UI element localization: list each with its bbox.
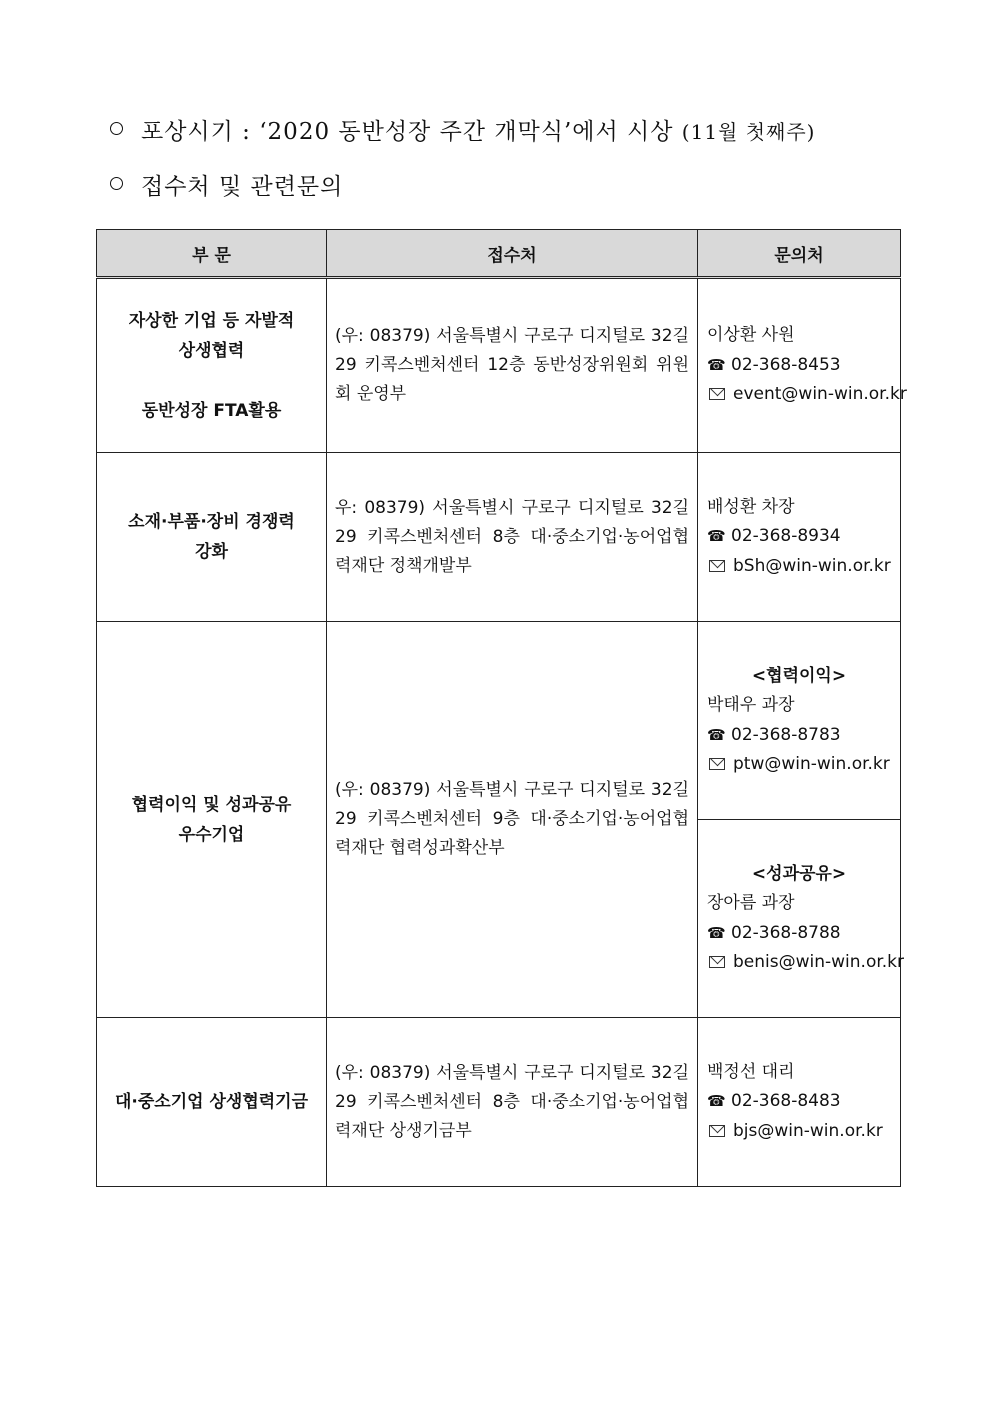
telephone-icon: ☎: [707, 725, 726, 744]
contact-cell: [698, 622, 901, 820]
email-address: bjs@win-win.or.kr: [733, 1120, 883, 1141]
contact-email: [707, 750, 891, 780]
phone-number: 02-368-8788: [731, 922, 841, 943]
contact-email: [707, 380, 907, 410]
telephone-icon: ☎: [707, 1092, 726, 1111]
telephone-icon: ☎: [707, 527, 726, 546]
contact-name: 장아름 과장: [707, 893, 795, 913]
category-spacer: [97, 366, 326, 396]
header-reception: 접수처: [327, 230, 698, 278]
contact-name: 이상환 사원: [707, 325, 795, 346]
telephone-icon: ☎: [707, 355, 726, 374]
award-timing-line: [110, 113, 816, 146]
email-address: event@win-win.or.kr: [733, 384, 907, 405]
award-timing-suffix: (11월 첫째주): [681, 120, 816, 144]
telephone-icon: ☎: [707, 923, 726, 942]
contact-subtitle: <협력이익>: [751, 665, 847, 686]
category-cell: [97, 622, 327, 1018]
category-line: 대·중소기업 상생협력기금: [114, 1092, 309, 1112]
category-cell: [97, 278, 327, 453]
contact-table: [96, 229, 907, 1187]
contact-email: [707, 1117, 891, 1147]
contact-heading-line: [110, 168, 343, 201]
contact-cell: [698, 1018, 901, 1187]
table-row: [97, 622, 901, 820]
contact-name: 백정선 대리: [707, 1061, 795, 1082]
circle-bullet-icon: [110, 177, 123, 190]
contact-name: 배성환 차장: [707, 496, 795, 517]
contact-cell: [698, 278, 907, 453]
category-line: 자상한 기업 등 자발적: [128, 310, 295, 331]
phone-number: 02-368-8453: [731, 354, 841, 375]
contact-phone: [707, 351, 891, 381]
award-timing-text: 포상시기 : ‘2020 동반성장 주간 개막식’에서 시상: [141, 119, 674, 145]
category-cell: [97, 1018, 327, 1187]
category-line: 소재·부품·장비 경쟁력: [128, 512, 295, 532]
table-row: [97, 1018, 901, 1187]
contact-phone: [707, 1087, 891, 1117]
address-cell: (우: 08379) 서울특별시 구로구 디지털로 32길 29 키콕스벤처센터 9층 대·중소기업·농어업협력재단 협력성과확산부: [327, 622, 698, 1018]
category-line: 우수기업: [178, 824, 245, 845]
envelope-icon: [709, 956, 725, 968]
contact-subtitle: <성과공유>: [751, 863, 847, 884]
address-cell: (우: 08379) 서울특별시 구로구 디지털로 32길 29 키콕스벤처센터 12층 동반성장위원회 위원회 운영부: [327, 278, 698, 453]
table-row: [97, 278, 901, 453]
envelope-icon: [709, 560, 725, 572]
contact-cell: [698, 453, 901, 622]
table-header-row: [97, 230, 901, 278]
circle-bullet-icon: [110, 122, 123, 135]
contact-phone: [707, 919, 891, 949]
envelope-icon: [709, 758, 725, 770]
phone-number: 02-368-8783: [731, 724, 841, 745]
header-inquiry: 문의처: [698, 230, 901, 278]
category-line: 협력이익 및 성과공유: [131, 794, 292, 815]
contact-name: 박태우 과장: [707, 695, 795, 715]
contact-email: [707, 552, 891, 582]
category-line: 동반성장 FTA활용: [141, 400, 282, 421]
contact-phone: [707, 522, 891, 552]
category-cell: [97, 453, 327, 622]
contact-phone: [707, 721, 891, 751]
category-line: 강화: [195, 542, 228, 562]
envelope-icon: [709, 388, 725, 400]
header-category: 부 문: [97, 230, 327, 278]
address-cell: (우: 08379) 서울특별시 구로구 디지털로 32길 29 키콕스벤처센터 8층 대·중소기업·농어업협력재단 상생기금부: [327, 1018, 698, 1187]
category-line: 상생협력: [178, 340, 245, 361]
contact-cell: [698, 820, 905, 1018]
email-address: ptw@win-win.or.kr: [733, 754, 890, 774]
table-row: [97, 453, 901, 622]
email-address: bSh@win-win.or.kr: [733, 555, 891, 576]
contact-email: [707, 948, 905, 978]
envelope-icon: [709, 1125, 725, 1137]
email-address: benis@win-win.or.kr: [733, 952, 905, 972]
phone-number: 02-368-8483: [731, 1091, 841, 1112]
address-cell: 우: 08379) 서울특별시 구로구 디지털로 32길 29 키콕스벤처센터 8층 대·중소기업·농어업협력재단 정책개발부: [327, 453, 698, 622]
phone-number: 02-368-8934: [731, 526, 841, 547]
contact-heading-text: 접수처 및 관련문의: [141, 174, 344, 200]
